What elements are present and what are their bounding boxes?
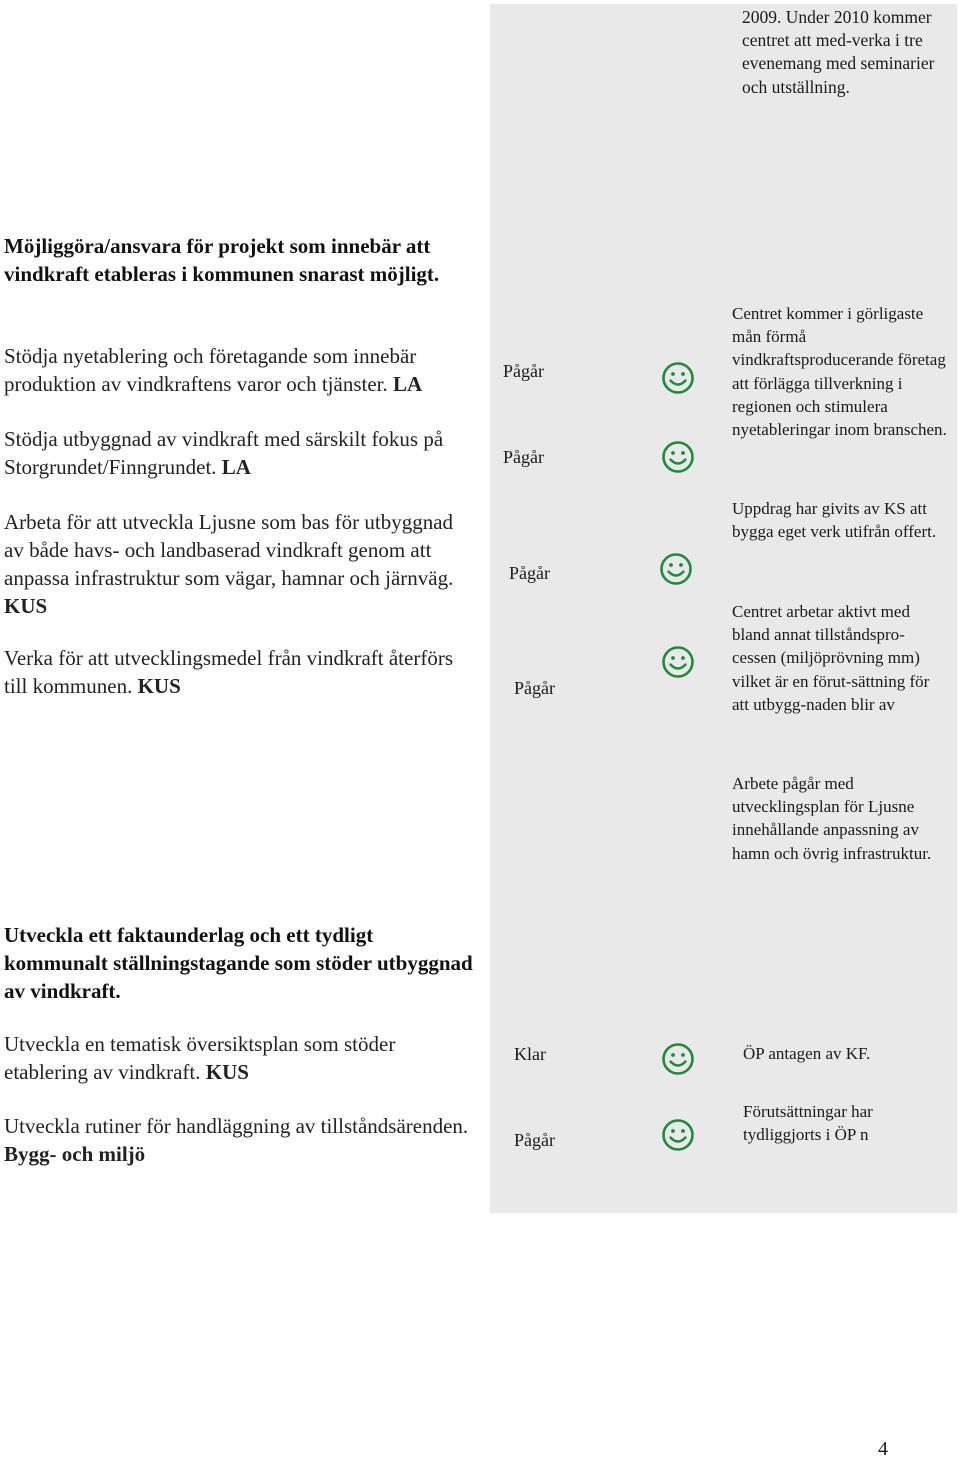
action-item-text: Stödja utbyggnad av vindkraft med särskilt fokus på Storgrundet/Finngrundet. [4, 427, 444, 479]
top-comment: 2009. Under 2010 kommer centret att med-verka i tre evenemang med seminarier och utställning. [742, 7, 935, 97]
action-item-text: Utveckla rutiner för handläggning av tillståndsärenden. [4, 1114, 469, 1138]
smiley-icon [661, 1118, 695, 1152]
action-item-text: Stödja nyetablering och företagande som innebär produktion av vindkraftens varor och tjänster. [4, 344, 417, 396]
action-item [4, 508, 474, 620]
comment-text: Arbete pågår med utvecklingsplan för Ljusne innehållande anpassning av hamn och övrig infrastruktur. [732, 774, 932, 863]
smiley-icon [661, 1042, 695, 1076]
action-item [4, 342, 484, 398]
action-item [4, 425, 484, 481]
smiley-icon [661, 645, 695, 679]
action-item [4, 1030, 474, 1086]
page-number: 4 [878, 1438, 888, 1460]
responsible-tag: KUS [137, 674, 181, 698]
status-label: Klar [514, 1044, 546, 1064]
status-label: Pågår [509, 563, 550, 583]
responsible-tag: LA [392, 372, 423, 396]
action-item [4, 644, 474, 700]
responsible-tag: KUS [205, 1060, 249, 1084]
status-label: Pågår [514, 678, 555, 698]
action-item-text: Utveckla en tematisk översiktsplan som stöder etablering av vindkraft. [4, 1032, 396, 1084]
responsible-tag: Bygg- och miljö [4, 1142, 146, 1166]
comment-text: Uppdrag har givits av KS att bygga eget verk utifrån offert. [732, 499, 937, 542]
comment-text: Förutsättningar har tydliggjorts i ÖP n [743, 1102, 873, 1145]
status-label: Pågår [503, 361, 544, 381]
status-label: Pågår [514, 1130, 555, 1150]
section1-heading: Möjliggöra/ansvara för projekt som innebär att vindkraft etableras i kommunen snarast möjligt. [4, 234, 440, 286]
smiley-icon [659, 552, 693, 586]
status-label: Pågår [503, 447, 544, 467]
action-item-text: Arbeta för att utveckla Ljusne som bas för utbyggnad av både havs- och landbaserad vindkraft genom att anpassa infrastruktur som vägar, hamnar och järnväg. [4, 510, 454, 590]
comment-text: Centret arbetar aktivt med bland annat tillståndspro-cessen (miljöprövning mm) vilket är en förut-sättning för att utbygg-naden blir av [732, 602, 930, 714]
section2-heading: Utveckla ett faktaunderlag och ett tydligt kommunalt ställningstagande som stöder utbyggnad av vindkraft. [4, 923, 473, 1003]
action-item-text: Verka för att utvecklingsmedel från vindkraft återförs till kommunen. [4, 646, 453, 698]
smiley-icon [661, 361, 695, 395]
smiley-icon [661, 440, 695, 474]
responsible-tag: KUS [4, 594, 48, 618]
comment-text: ÖP antagen av KF. [743, 1044, 871, 1063]
comment-text: Centret kommer i görligaste mån förmå vindkraftsproducerande företag att förlägga tillverkning i regionen och stimulera nyetableringar inom branschen. [732, 304, 947, 440]
responsible-tag: LA [221, 455, 251, 479]
action-item [4, 1112, 474, 1168]
